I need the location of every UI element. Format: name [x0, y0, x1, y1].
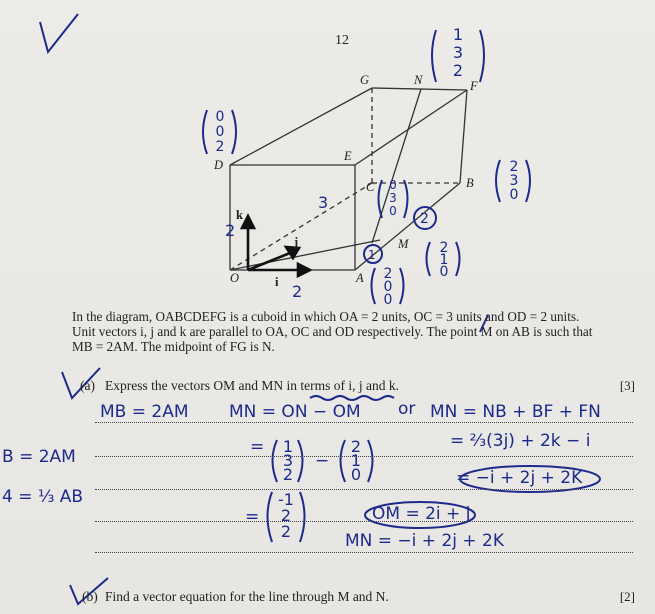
label-A: A — [356, 271, 364, 285]
hand-mn-on-om: MN = ON − OM — [229, 402, 361, 422]
label-G: G — [360, 73, 370, 87]
label-B: B — [466, 176, 474, 190]
hand-equals-1: = — [250, 437, 265, 457]
part-b-label: (b) — [82, 589, 98, 604]
hand-sub-left-vector: 1 3 2 — [282, 437, 294, 484]
hand-mn-nb-bf-fn: MN = NB + BF + FN — [430, 402, 601, 422]
hand-vector-top-right: 1 3 2 — [452, 25, 464, 80]
answer-line-1 — [95, 422, 633, 423]
part-b-text: Find a vector equation for the line through M and N. — [105, 589, 389, 604]
part-a-text: Express the vectors OM and MN in terms of i, j and k. — [105, 378, 399, 393]
bracket-right — [480, 30, 484, 82]
question-stem-line-1: In the diagram, OABCDEFG is a cuboid in which OA = 2 units, OC = 3 units and OD = 2 units. — [72, 309, 580, 324]
hand-rhs-2: = −i + 2j + 2K — [456, 468, 583, 488]
hand-length-2-bottom: 2 — [292, 282, 303, 301]
question-stem-line-2: Unit vectors i, j and k are parallel to OA, OC and OD respectively. The point M on AB is such that — [72, 324, 593, 339]
hand-circle-2-label: 2 — [420, 211, 429, 227]
hand-vector-left: 0 0 2 — [215, 109, 225, 155]
hand-equals-2: = — [245, 507, 260, 527]
hand-vector-A: 2 0 0 — [383, 266, 393, 308]
hand-rhs-1: = ⅔(3j) + 2k − i — [450, 431, 591, 451]
hand-length-3: 3 — [318, 193, 329, 212]
line-OM — [230, 240, 380, 270]
label-M: M — [398, 237, 409, 251]
hand-length-2-left: 2 — [225, 221, 236, 240]
hand-vector-C: 0 3 0 — [389, 178, 397, 218]
label-D: D — [214, 158, 224, 172]
question-stem-line-3: MB = 2AM. The midpoint of FG is N. — [72, 339, 275, 354]
bracket-left — [432, 30, 436, 82]
hand-circle-1-label: 1 — [368, 248, 376, 262]
label-j: j — [294, 235, 299, 249]
hand-sub-right-vector: 2 1 0 — [350, 437, 362, 484]
label-O: O — [230, 271, 240, 285]
hand-mn-result: MN = −i + 2j + 2K — [345, 531, 505, 551]
part-a-marks: [3] — [619, 378, 635, 393]
hand-or: or — [398, 399, 416, 419]
label-i: i — [275, 275, 279, 289]
answer-line-4 — [95, 521, 633, 522]
label-k: k — [236, 208, 243, 222]
part-b-marks: [2] — [619, 589, 635, 604]
hand-left-note-2: 4 = ⅓ AB — [2, 487, 84, 507]
label-F: F — [470, 79, 478, 93]
hand-vector-B: 2 3 0 — [509, 159, 519, 203]
edge-GF — [372, 88, 467, 90]
hand-result-vector: -1 2 2 — [278, 490, 294, 541]
label-C: C — [366, 180, 375, 194]
edge-FB — [460, 90, 467, 183]
vector-k-arrow — [242, 216, 254, 228]
hand-mb-2am: MB = 2AM — [100, 402, 189, 422]
answer-line-2 — [95, 456, 633, 457]
hand-vector-M: 2 1 0 — [439, 240, 449, 280]
check-mark-top — [40, 14, 78, 52]
label-E: E — [344, 149, 352, 163]
hand-minus: − — [315, 451, 330, 471]
page-number: 12 — [335, 33, 349, 48]
label-N: N — [414, 73, 423, 87]
answer-line-3 — [95, 489, 633, 490]
part-a-label: (a) — [80, 378, 95, 393]
vector-i-arrow — [298, 264, 310, 276]
hand-om-result: OM = 2i + j — [372, 504, 471, 524]
hand-left-note-1: B = 2AM — [2, 447, 76, 467]
answer-line-5 — [95, 552, 633, 553]
underline-squiggle — [310, 396, 394, 400]
